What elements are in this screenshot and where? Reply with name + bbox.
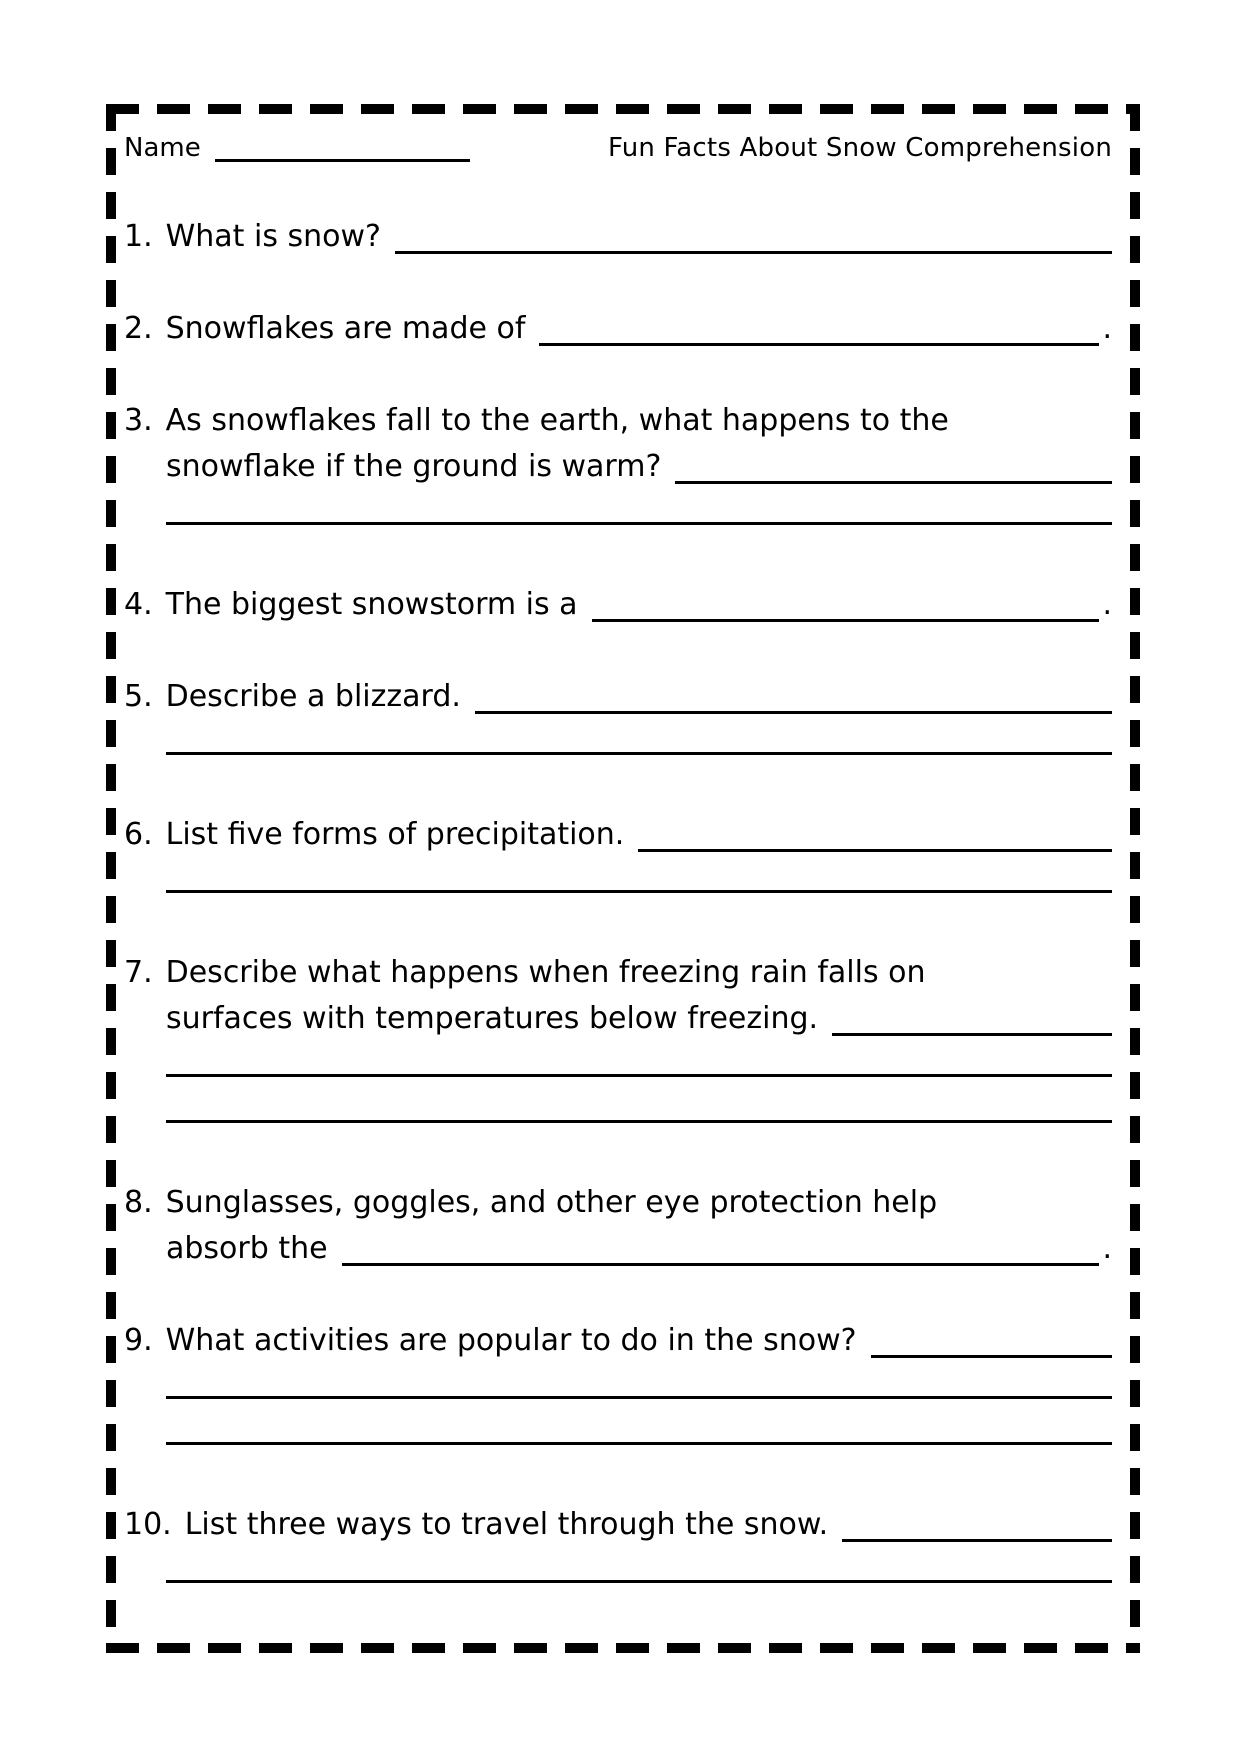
answer-blank-line bbox=[832, 1003, 1112, 1036]
answer-suffix: . bbox=[1102, 1230, 1112, 1266]
question-line bbox=[166, 1220, 1112, 1266]
question-number: 6. bbox=[124, 816, 153, 852]
question-text: As snowflakes fall to the earth, what happens to the bbox=[165, 402, 949, 438]
question-text: Describe a blizzard. bbox=[165, 678, 461, 714]
question bbox=[124, 300, 1112, 346]
question-text: What activities are popular to do in the snow? bbox=[165, 1322, 857, 1358]
question-number: 5. bbox=[124, 678, 153, 714]
question-line bbox=[124, 944, 1112, 990]
answer-blank-line bbox=[592, 589, 1100, 622]
question bbox=[124, 1174, 1112, 1266]
question-line bbox=[124, 392, 1112, 438]
question-text: List three ways to travel through the snow. bbox=[184, 1506, 829, 1542]
worksheet-sheet bbox=[106, 104, 1140, 1653]
question bbox=[124, 208, 1112, 254]
border-top-dashed bbox=[106, 104, 1140, 114]
answer-line bbox=[166, 484, 1112, 530]
question-text: The biggest snowstorm is a bbox=[165, 586, 578, 622]
question-number: 1. bbox=[124, 218, 153, 254]
question-list bbox=[124, 208, 1112, 1588]
question-text: absorb the bbox=[166, 1230, 328, 1266]
answer-line bbox=[166, 1036, 1112, 1082]
question-line bbox=[124, 668, 1112, 714]
answer-blank-line bbox=[871, 1325, 1112, 1358]
answer-line bbox=[166, 714, 1112, 760]
question-line bbox=[166, 990, 1112, 1036]
question-line bbox=[124, 300, 1112, 346]
question-number: 10. bbox=[124, 1506, 172, 1542]
answer-suffix: . bbox=[1102, 310, 1112, 346]
answer-blank-line bbox=[539, 313, 1099, 346]
question-line bbox=[124, 208, 1112, 254]
question-line bbox=[166, 438, 1112, 484]
border-right-dashed bbox=[1130, 104, 1140, 1653]
question-text: List five forms of precipitation. bbox=[165, 816, 625, 852]
question-text: snowflake if the ground is warm? bbox=[166, 448, 662, 484]
question-text: What is snow? bbox=[165, 218, 381, 254]
question-line bbox=[124, 1312, 1112, 1358]
question-number: 7. bbox=[124, 954, 153, 990]
question bbox=[124, 806, 1112, 898]
question-number: 2. bbox=[124, 310, 153, 346]
answer-line bbox=[166, 1358, 1112, 1404]
answer-line bbox=[166, 1404, 1112, 1450]
answer-blank-line bbox=[638, 819, 1112, 852]
answer-blank-line bbox=[342, 1233, 1100, 1266]
answer-blank-line bbox=[395, 221, 1112, 254]
worksheet-content bbox=[124, 114, 1112, 1643]
question-number: 9. bbox=[124, 1322, 153, 1358]
answer-suffix: . bbox=[1102, 586, 1112, 622]
question bbox=[124, 1496, 1112, 1588]
question bbox=[124, 1312, 1112, 1450]
question-line bbox=[124, 806, 1112, 852]
answer-blank-line bbox=[675, 451, 1112, 484]
question-line bbox=[124, 1174, 1112, 1220]
question-line bbox=[124, 576, 1112, 622]
answer-blank-line bbox=[842, 1509, 1112, 1542]
question bbox=[124, 392, 1112, 530]
header bbox=[124, 116, 1112, 162]
name-blank-line bbox=[215, 125, 470, 162]
answer-line bbox=[166, 852, 1112, 898]
border-bottom-dashed bbox=[106, 1643, 1140, 1653]
question bbox=[124, 668, 1112, 760]
answer-blank-line bbox=[475, 681, 1112, 714]
answer-line bbox=[166, 1082, 1112, 1128]
question-number: 4. bbox=[124, 586, 153, 622]
worksheet-title: Fun Facts About Snow Comprehension bbox=[607, 132, 1112, 163]
border-left-dashed bbox=[106, 104, 116, 1653]
question bbox=[124, 576, 1112, 622]
name-label: Name bbox=[124, 132, 201, 163]
question bbox=[124, 944, 1112, 1128]
question-number: 8. bbox=[124, 1184, 153, 1220]
question-line bbox=[124, 1496, 1112, 1542]
question-text: Sunglasses, goggles, and other eye protection help bbox=[165, 1184, 938, 1220]
answer-line bbox=[166, 1542, 1112, 1588]
question-text: Snowflakes are made of bbox=[165, 310, 526, 346]
question-text: Describe what happens when freezing rain falls on bbox=[165, 954, 926, 990]
question-number: 3. bbox=[124, 402, 153, 438]
question-text: surfaces with temperatures below freezing. bbox=[166, 1000, 819, 1036]
